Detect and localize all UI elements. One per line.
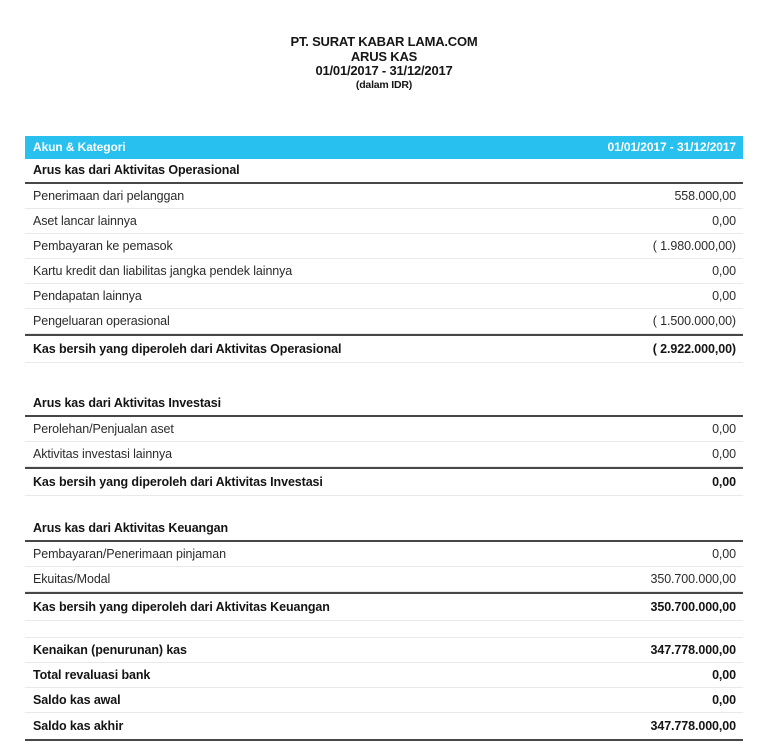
row-label: Aktivitas investasi lainnya xyxy=(33,446,173,461)
table-row xyxy=(25,442,743,467)
summary-value: 347.778.000,00 xyxy=(650,718,736,733)
column-header-account: Akun & Kategori xyxy=(33,140,126,154)
report-unit-note: (dalam IDR) xyxy=(355,78,413,91)
section-title: Arus kas dari Aktivitas Keuangan xyxy=(33,521,229,535)
summary-row xyxy=(25,663,743,688)
table-row xyxy=(25,567,743,592)
section-total-row xyxy=(25,334,743,363)
report-header xyxy=(0,0,768,92)
cash-flow-table xyxy=(25,136,743,741)
summary-label: Saldo kas akhir xyxy=(33,718,124,733)
summary-row xyxy=(25,713,743,741)
summary-label: Saldo kas awal xyxy=(33,692,121,707)
total-value: ( 2.922.000,00) xyxy=(652,341,736,356)
row-value: 0,00 xyxy=(712,446,736,461)
section-title-row xyxy=(25,392,743,417)
table-row xyxy=(25,234,743,259)
section-total-row xyxy=(25,467,743,496)
summary-value: 0,00 xyxy=(712,667,736,682)
row-value: 0,00 xyxy=(712,213,736,228)
summary-row xyxy=(25,688,743,713)
row-label: Pendapatan lainnya xyxy=(33,288,142,303)
section-title: Arus kas dari Aktivitas Operasional xyxy=(33,163,240,177)
table-row xyxy=(25,259,743,284)
summary-row xyxy=(25,638,743,663)
company-name: PT. SURAT KABAR LAMA.COM xyxy=(290,34,478,49)
total-label: Kas bersih yang diperoleh dari Aktivitas Keuangan xyxy=(33,599,330,614)
summary-label: Kenaikan (penurunan) kas xyxy=(33,642,187,657)
row-label: Perolehan/Penjualan aset xyxy=(33,421,174,436)
summary-value: 0,00 xyxy=(712,692,736,707)
section-investing xyxy=(25,392,743,496)
row-label: Penerimaan dari pelanggan xyxy=(33,188,185,203)
section-financing xyxy=(25,517,743,621)
row-value: ( 1.500.000,00) xyxy=(652,313,736,328)
summary-section xyxy=(25,637,743,741)
row-value: 0,00 xyxy=(712,421,736,436)
row-value: 0,00 xyxy=(712,546,736,561)
table-row xyxy=(25,417,743,442)
section-title-row xyxy=(25,159,743,184)
row-label: Kartu kredit dan liabilitas jangka pendek lainnya xyxy=(33,263,293,278)
summary-label: Total revaluasi bank xyxy=(33,667,151,682)
total-value: 350.700.000,00 xyxy=(650,599,736,614)
row-label: Pembayaran/Penerimaan pinjaman xyxy=(33,546,226,561)
column-header-period: 01/01/2017 - 31/12/2017 xyxy=(607,140,736,154)
row-value: 0,00 xyxy=(712,263,736,278)
section-title: Arus kas dari Aktivitas Investasi xyxy=(33,396,221,410)
total-label: Kas bersih yang diperoleh dari Aktivitas Operasional xyxy=(33,341,342,356)
summary-value: 347.778.000,00 xyxy=(650,642,736,657)
row-label: Ekuitas/Modal xyxy=(33,571,111,586)
section-total-row xyxy=(25,592,743,621)
report-title: ARUS KAS xyxy=(350,48,418,64)
row-value: 558.000,00 xyxy=(674,188,736,203)
table-header-row xyxy=(25,136,743,159)
section-operational xyxy=(25,159,743,363)
row-label: Pembayaran ke pemasok xyxy=(33,238,173,253)
table-row xyxy=(25,309,743,334)
table-row xyxy=(25,542,743,567)
row-value: 0,00 xyxy=(712,288,736,303)
section-title-row xyxy=(25,517,743,542)
row-value: ( 1.980.000,00) xyxy=(652,238,736,253)
row-label: Aset lancar lainnya xyxy=(33,213,137,228)
table-row xyxy=(25,209,743,234)
table-row xyxy=(25,184,743,209)
table-row xyxy=(25,284,743,309)
total-label: Kas bersih yang diperoleh dari Aktivitas Investasi xyxy=(33,474,323,489)
total-value: 0,00 xyxy=(712,474,736,489)
report-period: 01/01/2017 - 31/12/2017 xyxy=(315,63,453,78)
row-label: Pengeluaran operasional xyxy=(33,313,170,328)
row-value: 350.700.000,00 xyxy=(650,571,736,586)
